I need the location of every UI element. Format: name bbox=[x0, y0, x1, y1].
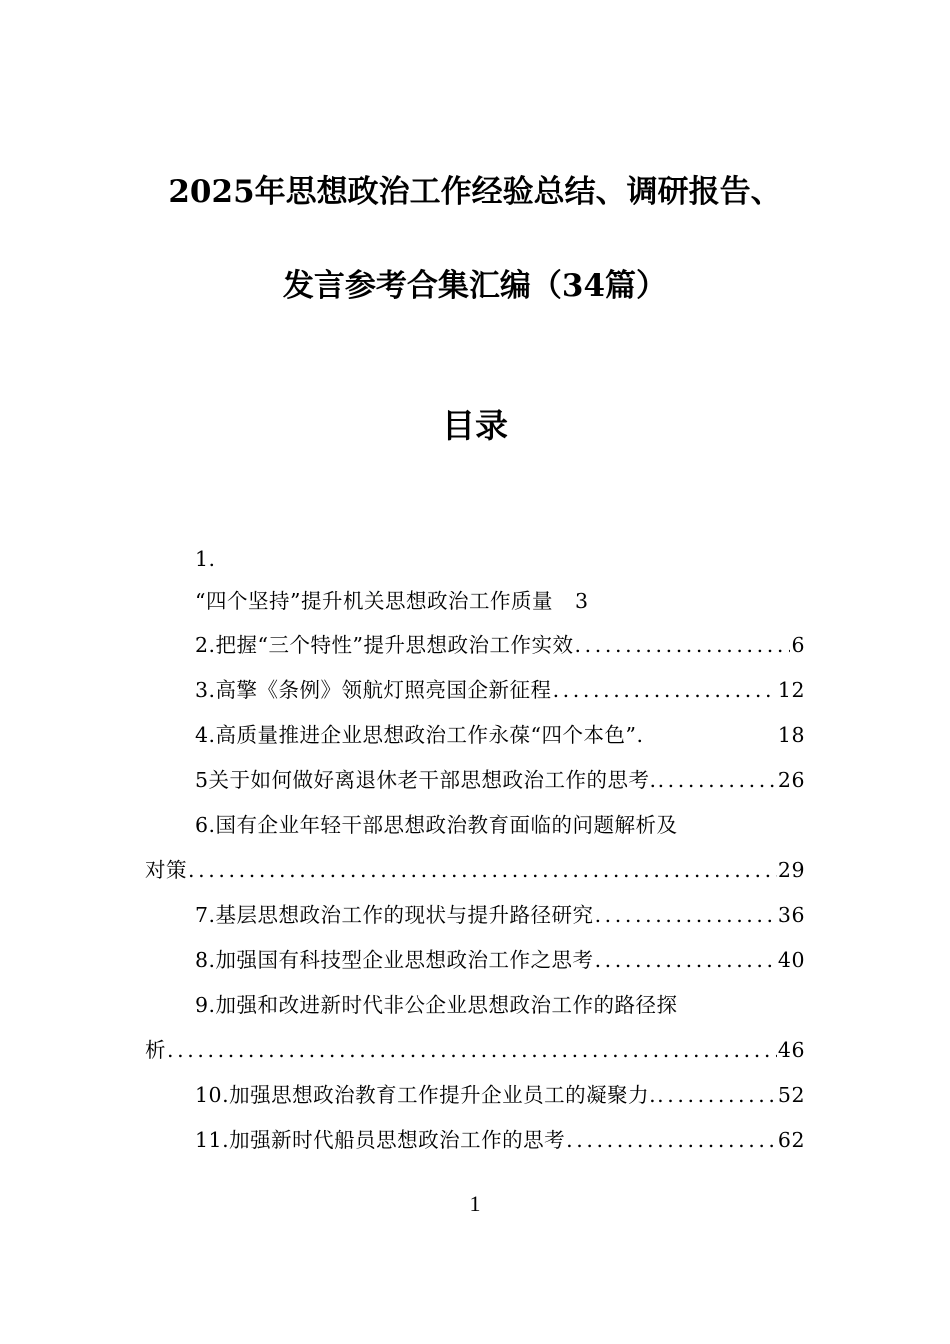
toc-entry-1-number[interactable]: 1. bbox=[195, 547, 216, 571]
toc-entry-text: 5关于如何做好离退休老干部思想政治工作的思考. bbox=[195, 768, 657, 792]
toc-leader-dots bbox=[657, 1080, 777, 1110]
toc-leader-dots bbox=[658, 765, 777, 795]
toc-entry-text: 4.高质量推进企业思想政治工作永葆“四个本色”. bbox=[195, 723, 644, 747]
document-title-line-2: 发言参考合集汇编（34篇） bbox=[282, 268, 668, 304]
toc-entry-page: 62 bbox=[777, 1128, 805, 1152]
toc-entry-page: 29 bbox=[777, 858, 805, 882]
toc-leader-dots bbox=[595, 945, 777, 975]
toc-leader-dots bbox=[575, 630, 791, 660]
toc-entry-page: 52 bbox=[777, 1083, 805, 1107]
toc-leader-dots bbox=[188, 855, 777, 885]
toc-entry-3[interactable] bbox=[195, 675, 805, 705]
toc-entry-page: 46 bbox=[777, 1038, 805, 1062]
toc-entry-page: 36 bbox=[777, 903, 805, 927]
toc-leader-dots bbox=[167, 1035, 777, 1065]
toc-entry-page: 18 bbox=[777, 723, 805, 747]
toc-entry-1[interactable] bbox=[195, 586, 589, 616]
toc-entry-11[interactable] bbox=[195, 1125, 805, 1155]
toc-entry-page: 6 bbox=[791, 633, 805, 657]
toc-heading: 目录 bbox=[442, 406, 508, 445]
page-number: 1 bbox=[469, 1191, 481, 1216]
toc-entry-page: 26 bbox=[777, 768, 805, 792]
toc-entry-8[interactable] bbox=[195, 945, 805, 975]
toc-leader-dots bbox=[595, 900, 777, 930]
toc-entry-7[interactable] bbox=[195, 900, 805, 930]
document-title-line-1: 2025年思想政治工作经验总结、调研报告、 bbox=[168, 174, 782, 210]
toc-entry-6-line-2[interactable] bbox=[145, 855, 805, 885]
toc-entry-text: 2.把握“三个特性”提升思想政治工作实效 bbox=[195, 633, 574, 657]
toc-entry-9-line-1[interactable]: 9.加强和改进新时代非公企业思想政治工作的路径探 bbox=[195, 993, 678, 1017]
toc-entry-1-page: 3 bbox=[574, 589, 589, 613]
toc-entry-1-text: “四个坚持”提升机关思想政治工作质量 bbox=[195, 589, 553, 613]
toc-entry-10[interactable] bbox=[195, 1080, 805, 1110]
toc-entry-page: 12 bbox=[777, 678, 805, 702]
toc-entry-9-line-2[interactable] bbox=[145, 1035, 805, 1065]
toc-entry-2[interactable] bbox=[195, 630, 805, 660]
toc-entry-text: 7.基层思想政治工作的现状与提升路径研究 bbox=[195, 903, 594, 927]
toc-entry-text: 对策 bbox=[145, 858, 187, 882]
toc-entry-text: 11.加强新时代船员思想政治工作的思考 bbox=[195, 1128, 566, 1152]
toc-entry-text: 8.加强国有科技型企业思想政治工作之思考 bbox=[195, 948, 594, 972]
toc-entry-5[interactable] bbox=[195, 765, 805, 795]
toc-entry-text: 10.加强思想政治教育工作提升企业员工的凝聚力. bbox=[195, 1083, 657, 1107]
toc-entry-6-line-1[interactable]: 6.国有企业年轻干部思想政治教育面临的问题解析及 bbox=[195, 813, 678, 837]
toc-entry-4[interactable] bbox=[195, 720, 805, 750]
toc-leader-dots bbox=[553, 675, 777, 705]
toc-entry-page: 40 bbox=[777, 948, 805, 972]
toc-entry-text: 析 bbox=[145, 1038, 166, 1062]
toc-entry-text: 3.高擎《条例》领航灯照亮国企新征程 bbox=[195, 678, 552, 702]
toc-leader-dots bbox=[566, 1125, 777, 1155]
